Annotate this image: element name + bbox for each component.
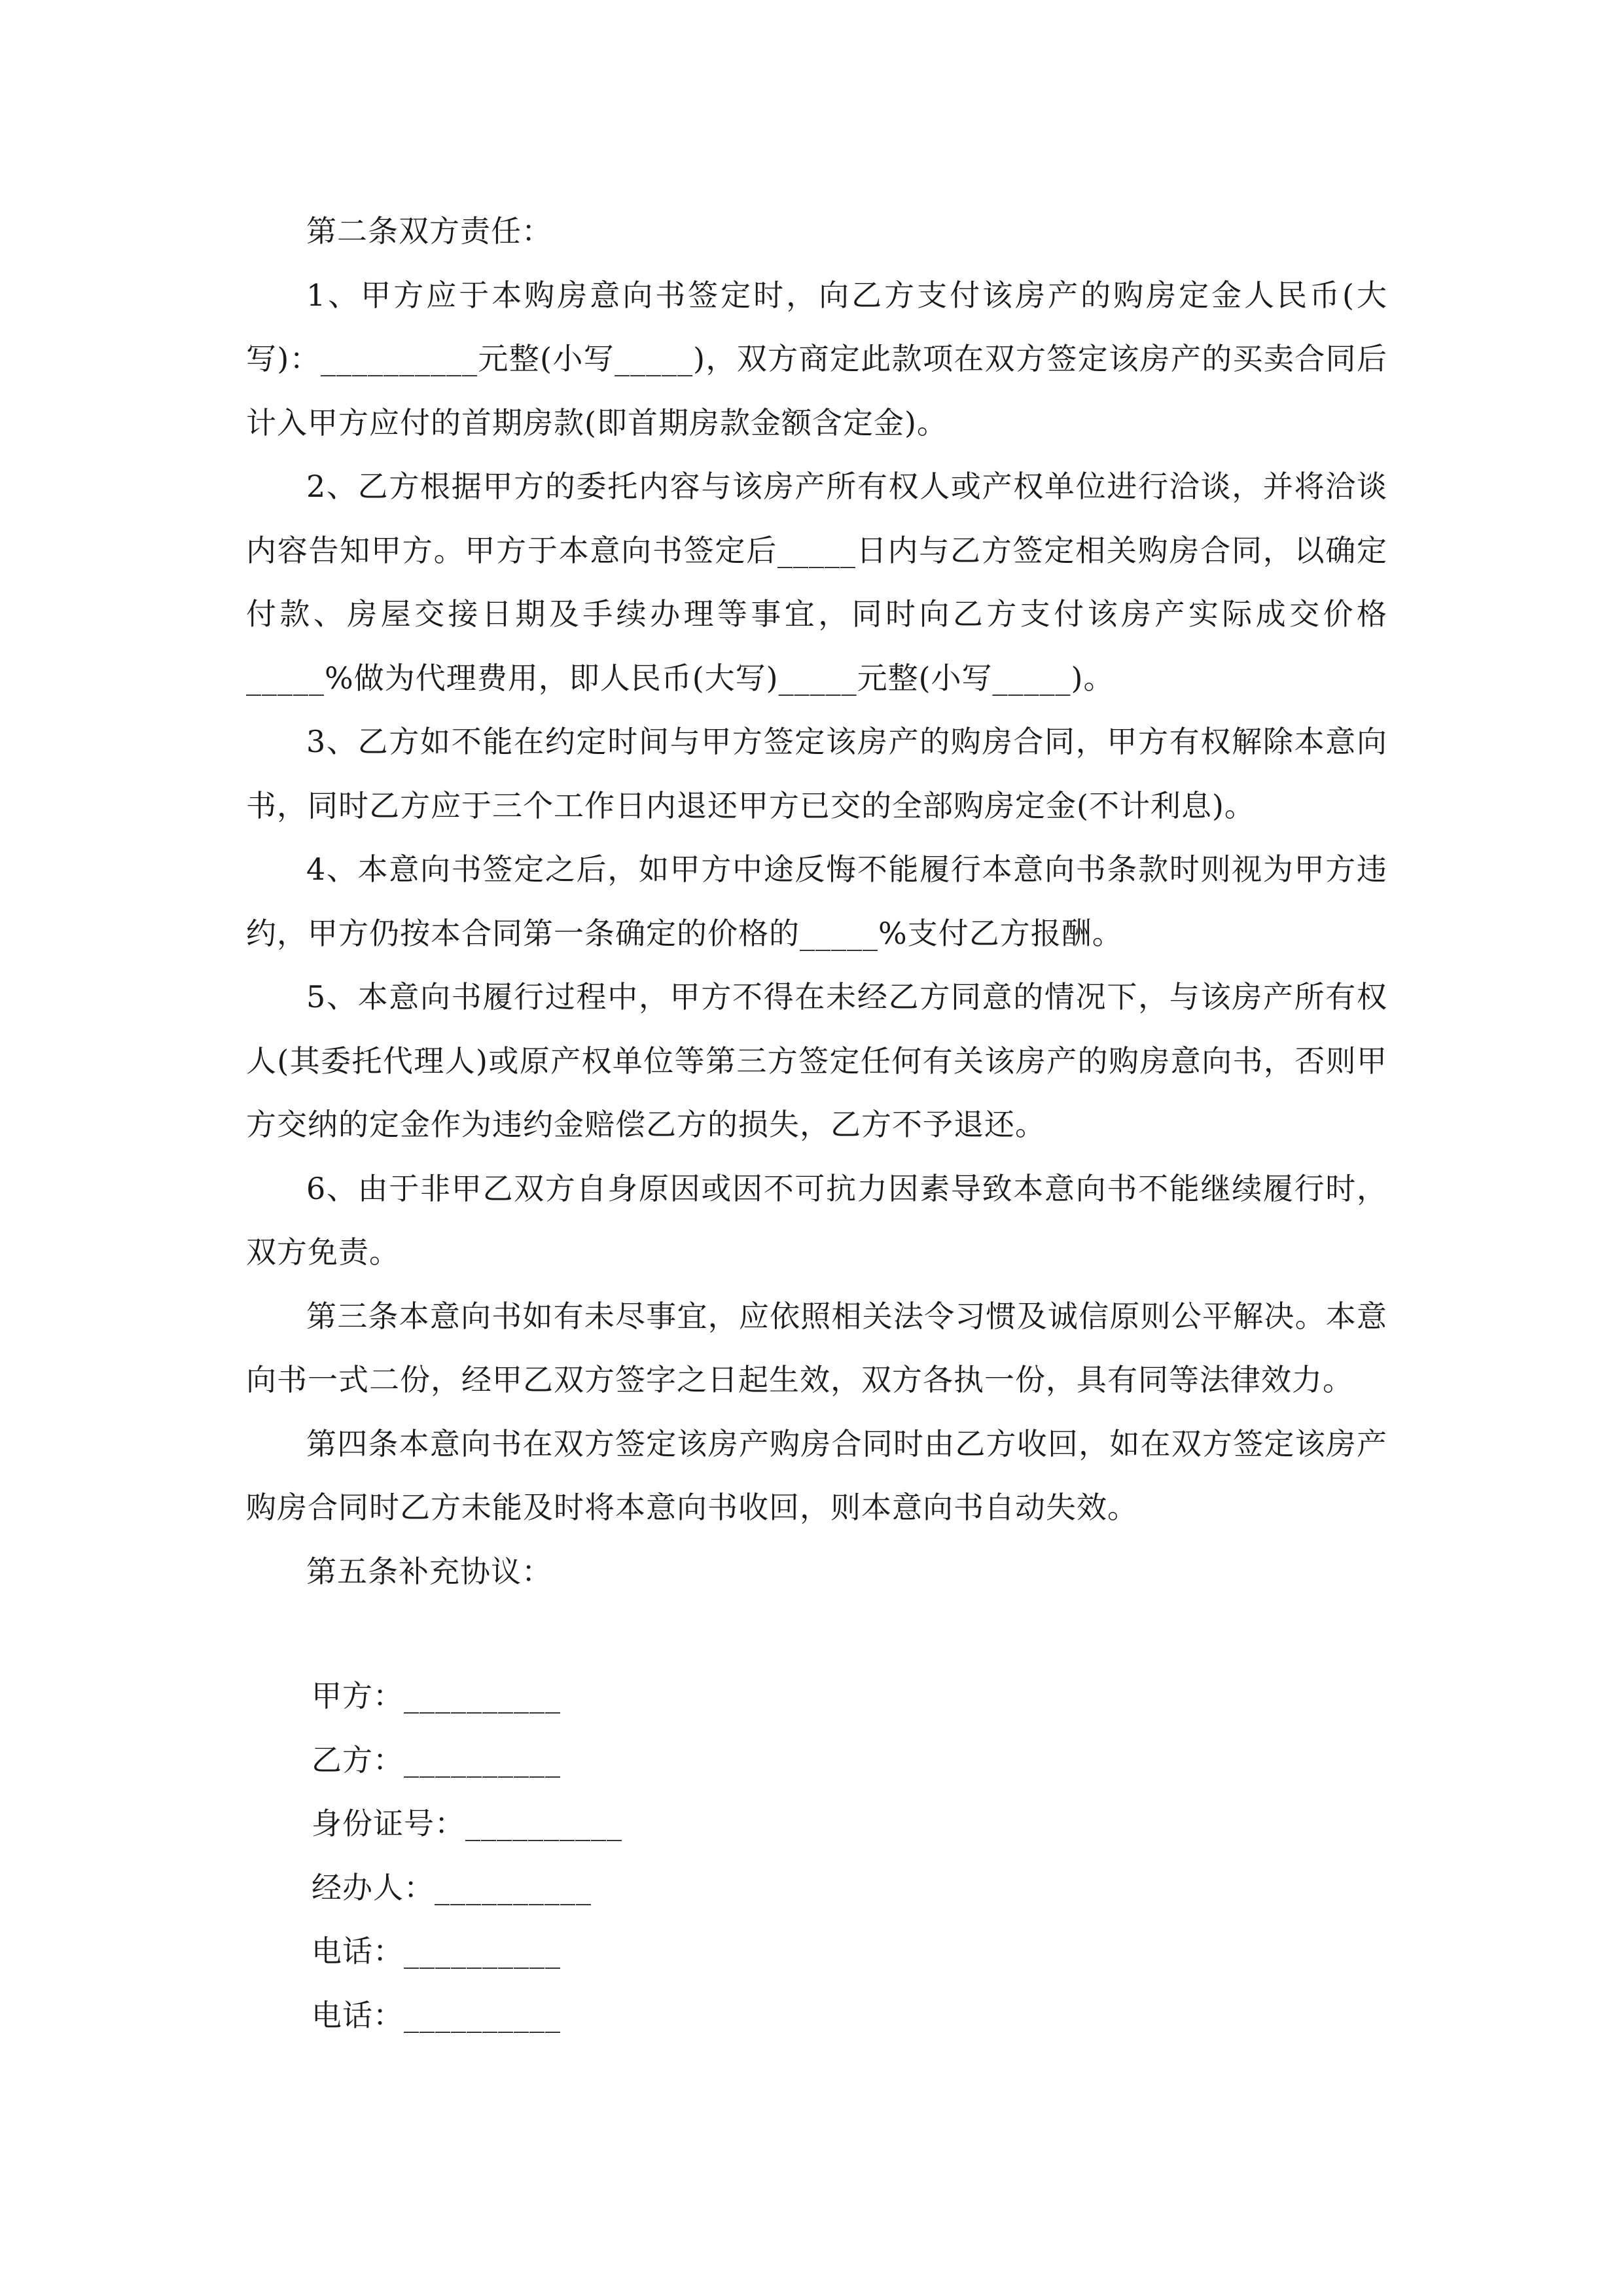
signature-party-a: 甲方：__________ xyxy=(312,1678,561,1713)
signature-phone-2: 电话：__________ xyxy=(312,1997,561,2033)
article-4: 第四条本意向书在双方签定该房产购房合同时由乙方收回，如在双方签定该房产购房合同时乙方未能及时将本意向书收回，则本意向书自动失效。 xyxy=(246,1426,1387,1525)
clause-2: 2、乙方根据甲方的委托内容与该房产所有权人或产权单位进行洽谈，并将洽谈内容告知甲方。甲方于本意向书签定后_____日内与乙方签定相关购房合同，以确定付款、房屋交接日期及手续办理等事宜，同时向乙方支付该房产实际成交价格_____%做为代理费用，即人民币(大写)_____元整(小写_____)。 xyxy=(246,469,1387,696)
signature-id-number: 身份证号：__________ xyxy=(312,1806,622,1841)
signature-party-b: 乙方：__________ xyxy=(312,1742,561,1778)
article-5-title: 第五条补充协议： xyxy=(306,1553,552,1589)
signature-phone-1: 电话：__________ xyxy=(312,1933,561,1969)
clause-6: 6、由于非甲乙双方自身原因或因不可抗力因素导致本意向书不能继续履行时，双方免责。 xyxy=(246,1170,1387,1270)
document-body xyxy=(246,200,1387,1604)
article-3: 第三条本意向书如有未尽事宜，应依照相关法令习惯及诚信原则公平解决。本意向书一式二份，经甲乙双方签字之日起生效，双方各执一份，具有同等法律效力。 xyxy=(246,1298,1387,1397)
clause-4: 4、本意向书签定之后，如甲方中途反悔不能履行本意向书条款时则视为甲方违约，甲方仍按本合同第一条确定的价格的_____%支付乙方报酬。 xyxy=(246,852,1387,951)
article-2-title: 第二条双方责任： xyxy=(306,213,552,249)
signature-handler: 经办人：__________ xyxy=(312,1869,592,1905)
clause-5: 5、本意向书履行过程中，甲方不得在未经乙方同意的情况下，与该房产所有权人(其委托代理人)或原产权单位等第三方签定任何有关该房产的购房意向书，否则甲方交纳的定金作为违约金赔偿乙方的损失，乙方不予退还。 xyxy=(246,979,1387,1142)
clause-3: 3、乙方如不能在约定时间与甲方签定该房产的购房合同，甲方有权解除本意向书，同时乙方应于三个工作日内退还甲方已交的全部购房定金(不计利息)。 xyxy=(246,724,1387,823)
clause-1: 1、甲方应于本购房意向书签定时，向乙方支付该房产的购房定金人民币(大写)：__________元整(小写_____)，双方商定此款项在双方签定该房产的买卖合同后计入甲方应付的首期房款(即首期房款金额含定金)。 xyxy=(246,277,1387,440)
signature-block xyxy=(312,1664,622,2047)
